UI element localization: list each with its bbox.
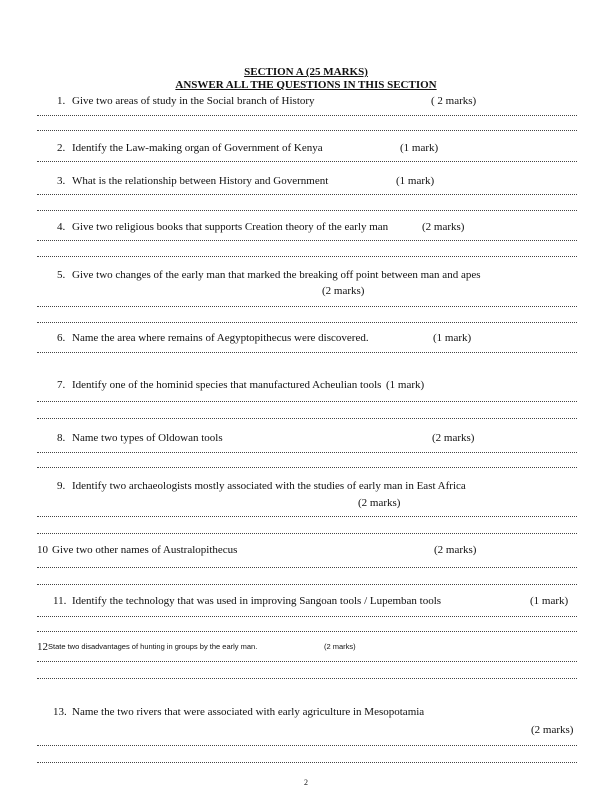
question-number: 10 bbox=[37, 544, 48, 556]
answer-line[interactable] bbox=[37, 452, 577, 453]
question-marks: (1 mark) bbox=[400, 142, 439, 154]
question-marks: (1 mark) bbox=[433, 332, 472, 344]
question-marks: (2 marks) bbox=[432, 432, 475, 444]
question-text: Name two types of Oldowan tools bbox=[72, 432, 223, 444]
answer-line[interactable] bbox=[37, 130, 577, 131]
answer-line[interactable] bbox=[37, 616, 577, 617]
answer-line[interactable] bbox=[37, 584, 577, 585]
question-text: State two disadvantages of hunting in groups by the early man. bbox=[48, 642, 258, 651]
question-marks: (2 marks) bbox=[531, 724, 574, 736]
section-title: SECTION A (25 MARKS) bbox=[244, 66, 368, 78]
question-number: 1. bbox=[57, 95, 66, 107]
question-marks: (1 mark) bbox=[396, 175, 435, 187]
question-number: 3. bbox=[57, 175, 66, 187]
answer-line[interactable] bbox=[37, 401, 577, 402]
question-text: Give two other names of Australopithecus bbox=[52, 544, 238, 556]
answer-line[interactable] bbox=[37, 661, 577, 662]
question-number: 2. bbox=[57, 142, 66, 154]
answer-line[interactable] bbox=[37, 516, 577, 517]
question-marks: (2 marks) bbox=[434, 544, 477, 556]
question-number: 12 bbox=[37, 641, 48, 653]
question-number: 7. bbox=[57, 379, 66, 391]
question-marks: (2 marks) bbox=[422, 221, 465, 233]
question-number: 8. bbox=[57, 432, 66, 444]
answer-line[interactable] bbox=[37, 352, 577, 353]
answer-line[interactable] bbox=[37, 678, 577, 679]
question-number: 9. bbox=[57, 480, 66, 492]
answer-line[interactable] bbox=[37, 306, 577, 307]
page-number: 2 bbox=[304, 778, 308, 787]
answer-line[interactable] bbox=[37, 115, 577, 116]
answer-line[interactable] bbox=[37, 418, 577, 419]
question-text: Identify the technology that was used in improving Sangoan tools / Lupemban tools bbox=[72, 595, 442, 607]
question-text: Give two changes of the early man that marked the breaking off point between man and apes bbox=[72, 269, 481, 281]
question-number: 4. bbox=[57, 221, 66, 233]
answer-line[interactable] bbox=[37, 467, 577, 468]
answer-line[interactable] bbox=[37, 322, 577, 323]
answer-line[interactable] bbox=[37, 567, 577, 568]
answer-line[interactable] bbox=[37, 533, 577, 534]
question-text: Identify two archaeologists mostly associated with the studies of early man in East Africa bbox=[72, 480, 466, 492]
answer-line[interactable] bbox=[37, 240, 577, 241]
question-number: 11. bbox=[53, 595, 67, 607]
question-text: Identify one of the hominid species that manufactured Acheulian tools bbox=[72, 379, 382, 391]
question-text: Give two areas of study in the Social branch of History bbox=[72, 95, 315, 107]
answer-line[interactable] bbox=[37, 210, 577, 211]
question-text: What is the relationship between History and Government bbox=[72, 175, 329, 187]
question-number: 6. bbox=[57, 332, 66, 344]
question-text: Give two religious books that supports Creation theory of the early man bbox=[72, 221, 389, 233]
question-marks: (2 marks) bbox=[322, 285, 365, 297]
answer-line[interactable] bbox=[37, 762, 577, 763]
question-text: Identify the Law-making organ of Government of Kenya bbox=[72, 142, 323, 154]
question-marks: (1 mark) bbox=[386, 379, 425, 391]
answer-line[interactable] bbox=[37, 256, 577, 257]
answer-line[interactable] bbox=[37, 745, 577, 746]
question-marks: ( 2 marks) bbox=[431, 95, 477, 107]
answer-line[interactable] bbox=[37, 631, 577, 632]
question-marks: (2 marks) bbox=[324, 642, 356, 651]
question-number: 5. bbox=[57, 269, 66, 281]
question-text: Name the two rivers that were associated with early agriculture in Mesopotamia bbox=[72, 706, 425, 718]
question-text: Name the area where remains of Aegyptopithecus were discovered. bbox=[72, 332, 369, 344]
answer-line[interactable] bbox=[37, 161, 577, 162]
question-number: 13. bbox=[53, 706, 67, 718]
question-marks: (2 marks) bbox=[358, 497, 401, 509]
section-instruction: ANSWER ALL THE QUESTIONS IN THIS SECTION bbox=[175, 79, 437, 91]
question-marks: (1 mark) bbox=[530, 595, 569, 607]
answer-line[interactable] bbox=[37, 194, 577, 195]
